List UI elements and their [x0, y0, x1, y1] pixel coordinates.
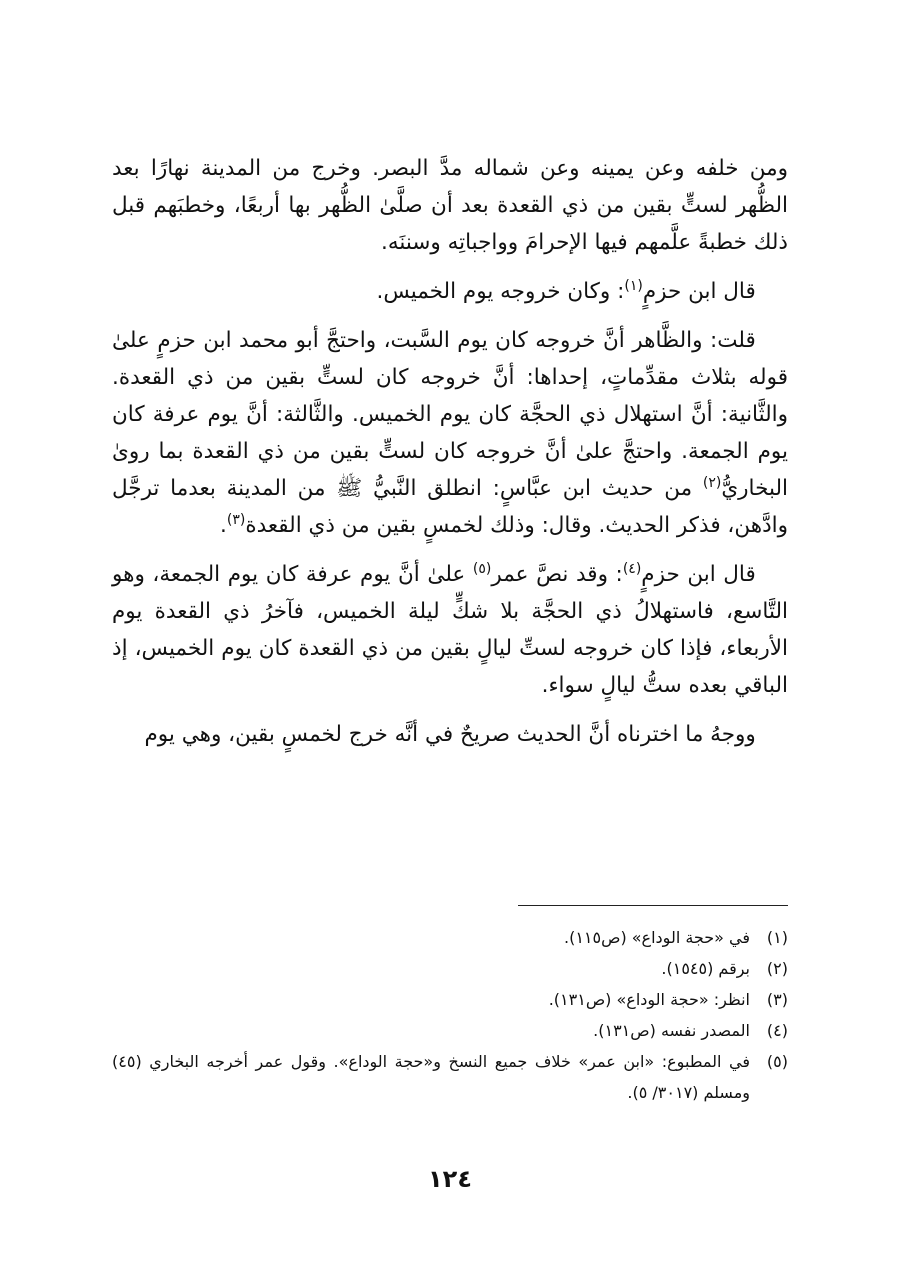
- paragraph-3: [112, 322, 788, 544]
- paragraph-text: ووجهُ ما اخترناه أنَّ الحديث صريحٌ في أنَّه خرج لخمسٍ بقين، وهي يوم: [144, 722, 756, 747]
- footnote-ref-5[interactable]: (٥): [472, 560, 492, 577]
- footnotes-section: [112, 922, 788, 1108]
- footnote-text: في «حجة الوداع» (ص١١٥).: [563, 928, 750, 947]
- footnote-ref-2[interactable]: (٢): [702, 474, 722, 491]
- paragraph-text: من حديث ابن عبَّاسٍ: انطلق النَّبيُّ ﷺ من المدينة بعدما ترجَّل وادَّهن، فذكر الحديث. وقال: وذلك لخمسٍ بقين من ذي القعدة: [112, 476, 788, 538]
- paragraph-2: [112, 273, 788, 310]
- footnote-4: [112, 1015, 788, 1046]
- footnote-ref-1[interactable]: (١): [624, 277, 643, 294]
- paragraph-text: علىٰ أنَّ يوم عرفة كان يوم الجمعة، وهو التَّاسع، فاستهلالُ ذي الحجَّة بلا شكٍّ ليلة الخميس، فآخرُ ذي القعدة يوم الأربعاء، فإذا كان خروجه لستِّ ليالٍ بقين من ذي القعدة كان يوم الخميس، إذ الباقي بعده ستُّ ليالٍ سواء.: [112, 562, 788, 698]
- paragraph-5: [112, 716, 788, 753]
- paragraph-text: .: [220, 513, 227, 538]
- footnote-number: (٤): [766, 1021, 788, 1040]
- footnote-3: [112, 984, 788, 1015]
- page-number: ١٢٤: [428, 1165, 472, 1193]
- footnote-divider: [518, 905, 788, 906]
- footnote-5: [112, 1046, 788, 1108]
- footnote-text: في المطبوع: «ابن عمر» خلاف جميع النسخ و«حجة الوداع». وقول عمر أخرجه البخاري (٤٥) ومسلم (٣٠١٧/ ٥).: [112, 1052, 750, 1102]
- footnote-number: (٢): [766, 959, 788, 978]
- footnote-number: (١): [766, 928, 788, 947]
- main-text: [112, 150, 788, 753]
- paragraph-text: قلت: والظَّاهر أنَّ خروجه كان يوم السَّبت، واحتجَّ أبو محمد ابن حزمٍ علىٰ قوله بثلاث مقدِّماتٍ، إحداها: أنَّ خروجه كان لستٍّ بقين من ذي القعدة. والثَّانية: أنَّ استهلال ذي الحجَّة كان يوم الخميس. والثَّالثة: أنَّ يوم عرفة كان يوم الجمعة. واحتجَّ علىٰ أنَّ خروجه كان لستٍّ بقين من ذي القعدة بما روىٰ البخاريُّ: [112, 328, 788, 501]
- paragraph-text: قال ابن حزمٍ: [641, 562, 756, 587]
- footnote-1: [112, 922, 788, 953]
- book-page: [112, 150, 788, 1271]
- paragraph-1: [112, 150, 788, 261]
- footnote-ref-4[interactable]: (٤): [622, 560, 642, 577]
- footnote-text: برقم (١٥٤٥).: [661, 959, 750, 978]
- footnote-text: المصدر نفسه (ص١٣١).: [593, 1021, 750, 1040]
- paragraph-text: : وكان خروجه يوم الخميس.: [376, 279, 625, 304]
- footnote-number: (٣): [766, 990, 788, 1009]
- paragraph-4: [112, 556, 788, 704]
- footnote-number: (٥): [766, 1052, 788, 1071]
- footnote-text: انظر: «حجة الوداع» (ص١٣١).: [548, 990, 750, 1009]
- footnote-2: [112, 953, 788, 984]
- footnote-ref-3[interactable]: (٣): [226, 511, 246, 528]
- paragraph-text: قال ابن حزمٍ: [642, 279, 756, 304]
- paragraph-text: : وقد نصَّ عمر: [491, 562, 623, 587]
- paragraph-text: ومن خلفه وعن يمينه وعن شماله مدَّ البصر. وخرج من المدينة نهارًا بعد الظُّهر لستٍّ بقين من ذي القعدة بعد أن صلَّىٰ الظُّهر بها أربعًا، وخطبَهم قبل ذلك خطبةً علَّمهم فيها الإحرامَ وواجباتِه وسننَه.: [112, 156, 788, 255]
